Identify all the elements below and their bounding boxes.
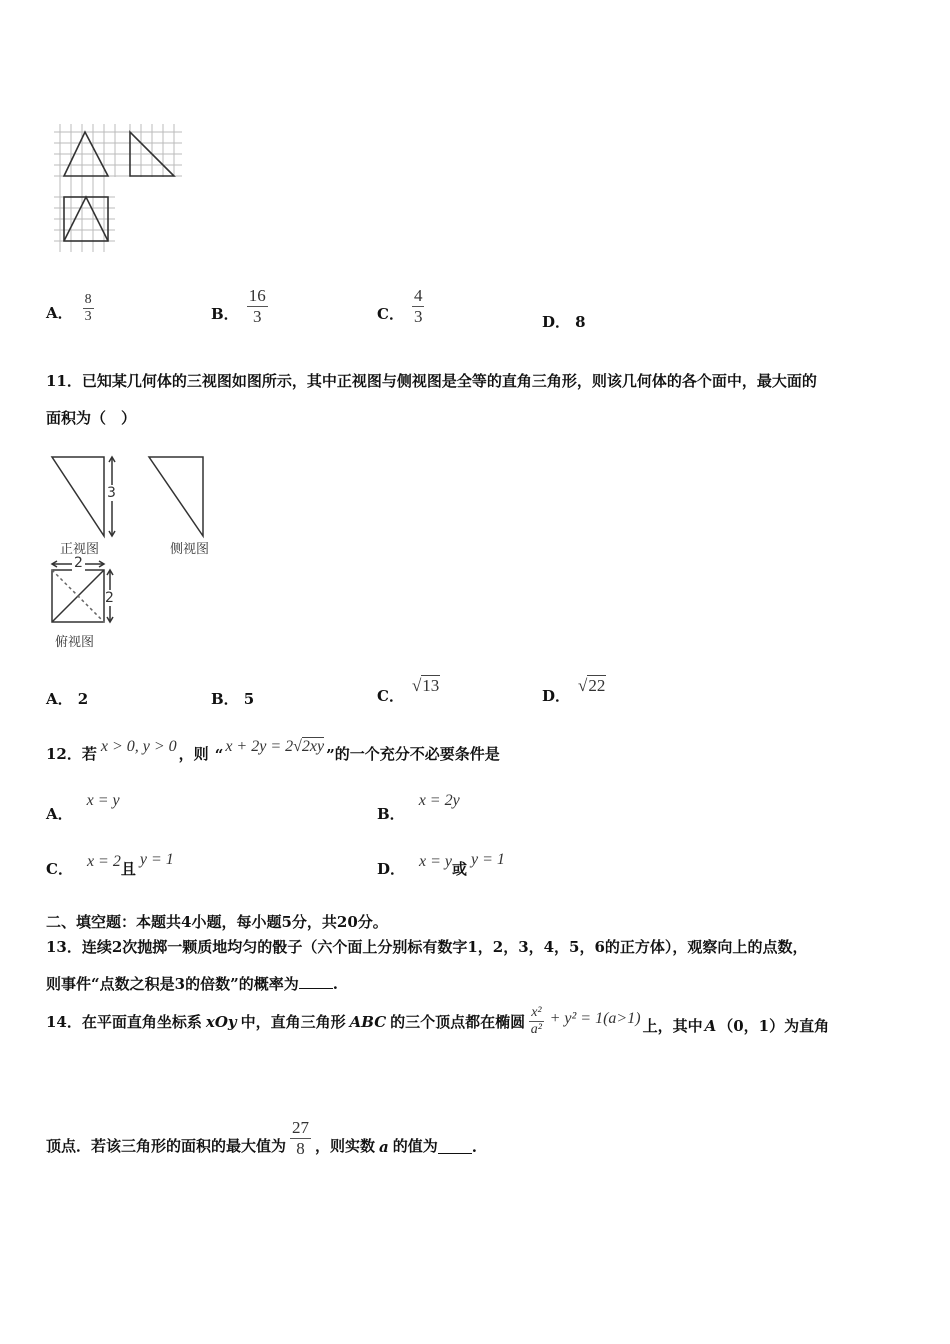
q14-text-a: 14．在平面直角坐标系	[46, 1013, 202, 1032]
q12-stem	[46, 738, 500, 764]
option-math-2: y = 1	[139, 851, 174, 868]
denominator: 3	[84, 309, 92, 325]
ellipse-fraction	[529, 1005, 543, 1038]
q13-text: 则事件“点数之积是3的倍数”的概率为	[46, 975, 299, 993]
q12-equation: x + 2y = 2√2xy	[225, 738, 325, 755]
q11-option-c[interactable]	[377, 676, 440, 708]
option-label: C．	[377, 305, 404, 324]
q10-option-c[interactable]	[377, 286, 424, 326]
q14-end: .	[471, 1138, 478, 1157]
option-value: 5	[243, 690, 255, 708]
option-value: 2	[77, 690, 89, 708]
close-quote: ”	[326, 746, 335, 764]
radicand: 13	[422, 676, 440, 695]
option-label: D．	[377, 860, 406, 878]
q12-suffix: 的一个充分不必要条件是	[334, 745, 500, 763]
fraction	[247, 286, 268, 326]
q10-option-d[interactable]	[542, 311, 586, 332]
option-math-2: y = 1	[471, 851, 505, 868]
numerator: 27	[292, 1118, 310, 1137]
q13-stem-line2	[46, 973, 338, 994]
equation-radicand: 2xy	[301, 738, 325, 755]
denominator: 8	[296, 1138, 305, 1158]
denominator: 3	[252, 306, 262, 326]
point-a: A	[704, 1016, 717, 1035]
q12-option-a[interactable]	[46, 792, 120, 824]
option-label: B．	[211, 305, 239, 324]
q12-option-c[interactable]	[46, 851, 174, 879]
option-label: A．	[46, 304, 73, 323]
option-label: D．	[542, 687, 571, 705]
option-label: C．	[46, 860, 73, 878]
denominator: a²	[530, 1022, 542, 1038]
option-math-1: x = 2	[86, 853, 121, 870]
variable-a: a	[379, 1138, 389, 1157]
q12-mid: ，则	[178, 745, 209, 763]
option-join: 或	[452, 860, 468, 878]
option-math: x = 2y	[418, 792, 460, 809]
height-dimension-label: 3	[107, 485, 116, 501]
fraction	[412, 286, 425, 326]
numerator: 8	[83, 292, 94, 309]
xoy: xOy	[205, 1012, 237, 1031]
q14-text-g: ，则实数	[315, 1137, 376, 1156]
q14-text-d: 上，其中	[642, 1017, 703, 1036]
answer-blank[interactable]	[299, 976, 333, 989]
q14-text-f: 顶点．若该三角形的面积的最大值为	[46, 1137, 287, 1156]
square-root: √22	[578, 676, 606, 695]
q12-condition: x > 0, y > 0	[100, 738, 177, 755]
q10-three-view-figure	[52, 122, 187, 254]
option-math-1: x = y	[419, 853, 453, 870]
option-label: C．	[377, 687, 404, 705]
q11-option-b[interactable]	[211, 688, 254, 709]
q14-text-b: 中，直角三角形	[240, 1013, 346, 1032]
ellipse-equation: + y² = 1(a>1)	[549, 1009, 641, 1027]
q14-text-e: （0，1）为直角	[718, 1017, 830, 1036]
q13-stem-line1: 13．连续2次抛掷一颗质地均匀的骰子（六个面上分别标有数字1，2，3，4，5，6的正方体），观察向上的点数，	[46, 938, 808, 956]
option-join: 且	[120, 860, 136, 878]
abc: ABC	[349, 1012, 387, 1031]
option-label: B．	[377, 805, 405, 823]
q11-stem-line1: 11．已知某几何体的三视图如图所示，其中正视图与侧视图是全等的直角三角形，则该几何体的各个面中，最大面的	[46, 372, 817, 390]
q14-stem-line1	[46, 1005, 829, 1038]
q10-option-b[interactable]	[211, 286, 268, 326]
open-quote: “	[214, 746, 224, 764]
option-label: A．	[46, 690, 73, 708]
q13-end: .	[332, 975, 338, 993]
option-label: D．	[542, 313, 571, 331]
max-area-fraction	[290, 1118, 311, 1158]
q10-option-a[interactable]	[46, 292, 94, 325]
option-math: x = y	[86, 792, 120, 809]
q12-option-b[interactable]	[377, 792, 460, 824]
numerator: 16	[248, 286, 266, 305]
q12-option-d[interactable]	[377, 851, 505, 879]
q14-stem-line2	[46, 1118, 477, 1158]
option-label: B．	[211, 690, 239, 708]
square-root: √13	[411, 676, 440, 695]
q11-option-d[interactable]	[542, 676, 606, 708]
q14-text-c: 的三个顶点都在椭圆	[390, 1013, 526, 1032]
numerator: x²	[529, 1005, 543, 1022]
numerator: 4	[413, 286, 423, 305]
fraction	[83, 292, 94, 325]
section-heading: 二、填空题：本题共4小题，每小题5分，共20分。	[46, 913, 388, 931]
denominator: 3	[413, 306, 423, 326]
equation-left: x + 2y = 2	[225, 738, 294, 755]
q11-option-a[interactable]	[46, 688, 88, 709]
side-view-label: 侧视图	[170, 542, 210, 557]
width-dimension-label: 2	[74, 555, 83, 571]
q11-stem-line2: 面积为（ ）	[46, 409, 137, 427]
q14-text-h: 的值为	[392, 1137, 438, 1156]
answer-blank[interactable]	[438, 1141, 472, 1154]
option-label: A．	[46, 805, 73, 823]
depth-dimension-label: 2	[105, 590, 114, 606]
front-view-label: 正视图	[60, 542, 100, 557]
option-value: 8	[575, 313, 586, 331]
q12-prefix: 12．若	[46, 745, 97, 763]
top-view-label: 俯视图	[55, 635, 95, 650]
radicand: 22	[588, 676, 606, 695]
